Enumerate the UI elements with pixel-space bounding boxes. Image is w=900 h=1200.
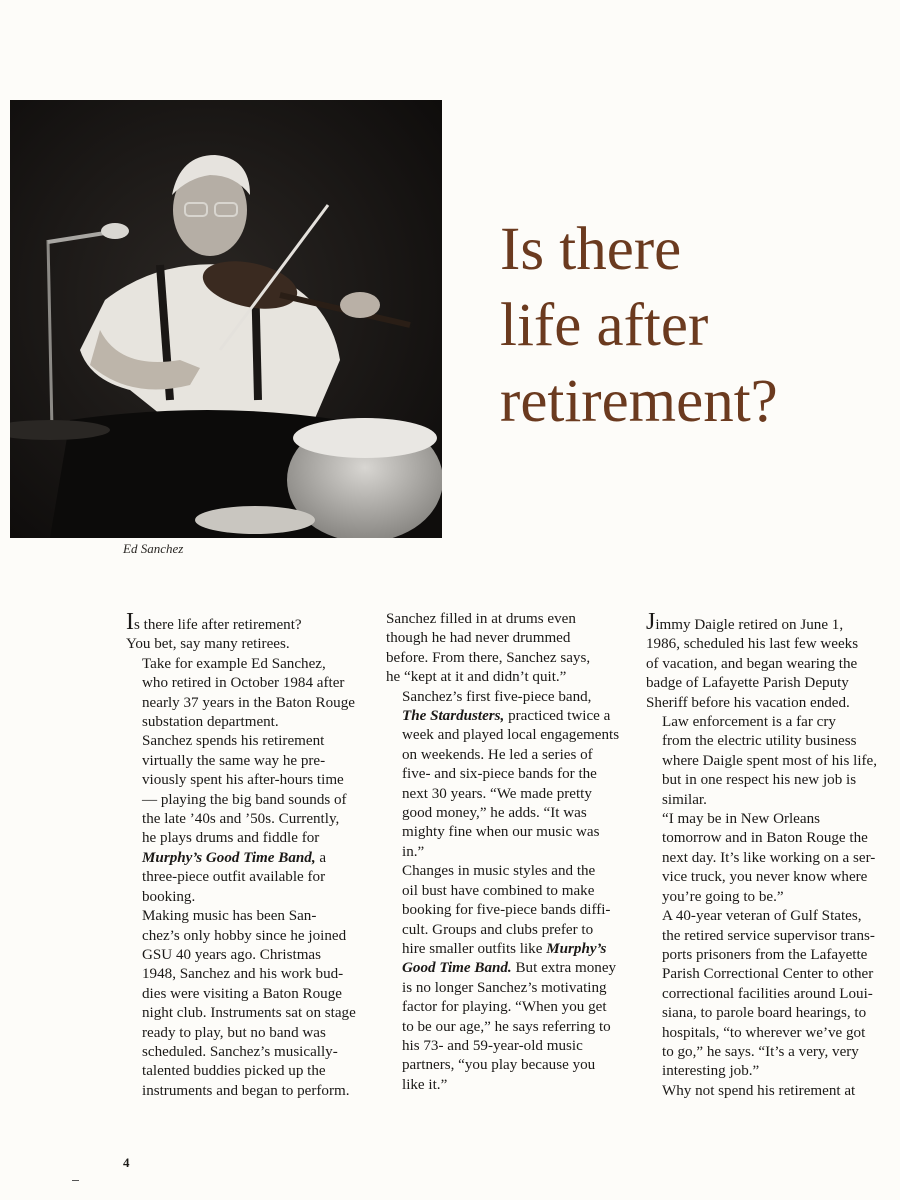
text-line: to go,” he says. “It’s a very, very bbox=[662, 1043, 859, 1060]
paragraph bbox=[646, 713, 880, 810]
text-line: Sanchez spends his retirement bbox=[142, 733, 325, 750]
paragraph bbox=[126, 907, 360, 1101]
text-line: scheduled. Sanchez’s musically- bbox=[142, 1043, 338, 1060]
text-line: he plays drums and fiddle for bbox=[142, 830, 320, 847]
text-line: Parish Correctional Center to other bbox=[662, 966, 874, 983]
text-line: GSU 40 years ago. Christmas bbox=[142, 946, 322, 963]
text-line: Sanchez’s first five-piece band, bbox=[402, 688, 592, 705]
text-line: Good Time Band. But extra money bbox=[402, 960, 617, 977]
text-line: cult. Groups and clubs prefer to bbox=[402, 921, 594, 938]
text-line: booking. bbox=[142, 888, 196, 905]
text-line: his 73- and 59-year-old music bbox=[402, 1037, 583, 1054]
text-line: vice truck, you never know where bbox=[662, 869, 868, 886]
text-line: “I may be in New Orleans bbox=[662, 811, 821, 828]
text-line: tomorrow and in Baton Rouge the bbox=[662, 830, 868, 847]
text-line: badge of Lafayette Parish Deputy bbox=[646, 675, 849, 692]
article-column-1 bbox=[126, 610, 360, 1101]
text-line: The Stardusters, practiced twice a bbox=[402, 708, 611, 725]
text-line: five- and six-piece bands for the bbox=[402, 766, 597, 783]
band-name: The Stardusters, bbox=[402, 708, 505, 725]
paragraph bbox=[126, 732, 360, 907]
band-name: Good Time Band. bbox=[402, 960, 512, 977]
text-line: he “kept at it and didn’t quit.” bbox=[386, 669, 567, 686]
text-line: interesting job.” bbox=[662, 1063, 760, 1080]
paragraph bbox=[386, 610, 620, 688]
text-line: partners, “you play because you bbox=[402, 1057, 596, 1074]
text-line: virtually the same way he pre- bbox=[142, 752, 326, 769]
title-line: life after bbox=[500, 292, 709, 359]
text-line: Why not spend his retirement at bbox=[662, 1082, 856, 1099]
text-line: next 30 years. “We made pretty bbox=[402, 785, 592, 802]
text-line: hospitals, “to wherever we’ve got bbox=[662, 1024, 866, 1041]
text-line: A 40-year veteran of Gulf States, bbox=[662, 908, 862, 925]
text-line: hire smaller outfits like Murphy’s bbox=[402, 940, 607, 957]
text-line: 1948, Sanchez and his work bud- bbox=[142, 966, 344, 983]
print-speck bbox=[72, 1180, 79, 1181]
text-line: ready to play, but no band was bbox=[142, 1024, 326, 1041]
paragraph bbox=[386, 688, 620, 863]
text-line: Making music has been San- bbox=[142, 908, 317, 925]
page-number: 4 bbox=[123, 1155, 130, 1170]
paragraph bbox=[646, 1082, 880, 1101]
photo-caption: Ed Sanchez bbox=[123, 541, 184, 556]
paragraph bbox=[646, 810, 880, 907]
text-line: like it.” bbox=[402, 1076, 448, 1093]
text-line: Take for example Ed Sanchez, bbox=[142, 655, 326, 672]
page-title bbox=[500, 212, 890, 440]
article-column-2 bbox=[386, 610, 620, 1095]
text-line: you’re going to be.” bbox=[662, 888, 784, 905]
paragraph bbox=[386, 862, 620, 1095]
band-name: Murphy’s bbox=[546, 940, 607, 957]
text-line: week and played local engagements bbox=[402, 727, 620, 744]
text-line: 1986, scheduled his last few weeks bbox=[646, 636, 859, 653]
text-line: You bet, say many retirees. bbox=[126, 636, 290, 653]
text-line: the retired service supervisor trans- bbox=[662, 927, 875, 944]
text-line: Is there life after retirement? bbox=[126, 609, 302, 635]
paragraph bbox=[646, 610, 880, 713]
article-column-3 bbox=[646, 610, 880, 1101]
paragraph bbox=[126, 610, 360, 655]
text-line: oil bust have combined to make bbox=[402, 882, 595, 899]
drop-cap: J bbox=[646, 609, 656, 635]
text-line: to be our age,” he says referring to bbox=[402, 1018, 611, 1035]
band-name: Murphy’s Good Time Band, bbox=[142, 849, 316, 866]
text-line: similar. bbox=[662, 791, 707, 808]
text-line: on weekends. He led a series of bbox=[402, 746, 593, 763]
text-line: good money,” he adds. “It was bbox=[402, 805, 587, 822]
photo-ed-sanchez bbox=[10, 100, 442, 538]
text-line: of vacation, and began wearing the bbox=[646, 655, 858, 672]
text-line: Sheriff before his vacation ended. bbox=[646, 694, 850, 711]
text-line: but in one respect his new job is bbox=[662, 772, 857, 789]
title-line: retirement? bbox=[500, 368, 778, 435]
text-line: talented buddies picked up the bbox=[142, 1063, 326, 1080]
text-line: Jimmy Daigle retired on June 1, bbox=[646, 609, 844, 635]
text-line: next day. It’s like working on a ser- bbox=[662, 849, 876, 866]
text-line: who retired in October 1984 after bbox=[142, 675, 345, 692]
title-line: Is there bbox=[500, 216, 682, 283]
text-line: booking for five-piece bands diffi- bbox=[402, 902, 611, 919]
text-line: from the electric utility business bbox=[662, 733, 857, 750]
text-line: mighty fine when our music was bbox=[402, 824, 600, 841]
paragraph bbox=[126, 655, 360, 733]
drop-cap: I bbox=[126, 609, 134, 635]
text-line: Sanchez filled in at drums even bbox=[386, 611, 576, 627]
text-line: siana, to parole board hearings, to bbox=[662, 1005, 867, 1022]
text-line: though he had never drummed bbox=[386, 630, 571, 647]
text-line: factor for playing. “When you get bbox=[402, 999, 607, 1016]
text-line: instruments and began to perform. bbox=[142, 1082, 350, 1099]
text-line: is no longer Sanchez’s motivating bbox=[402, 979, 607, 996]
text-line: in.” bbox=[402, 843, 425, 860]
text-line: viously spent his after-hours time bbox=[142, 772, 344, 789]
text-line: — playing the big band sounds of bbox=[142, 791, 347, 808]
text-line: ports prisoners from the Lafayette bbox=[662, 946, 868, 963]
photo-illustration bbox=[10, 100, 442, 538]
text-line: Changes in music styles and the bbox=[402, 863, 596, 880]
text-line: Murphy’s Good Time Band, a bbox=[142, 849, 327, 866]
text-line: chez’s only hobby since he joined bbox=[142, 927, 347, 944]
text-line: nearly 37 years in the Baton Rouge bbox=[142, 694, 355, 711]
text-line: the late ’40s and ’50s. Currently, bbox=[142, 811, 340, 828]
text-line: before. From there, Sanchez says, bbox=[386, 649, 591, 666]
text-line: dies were visiting a Baton Rouge bbox=[142, 985, 342, 1002]
text-line: night club. Instruments sat on stage bbox=[142, 1005, 356, 1022]
paragraph bbox=[646, 907, 880, 1082]
text-line: correctional facilities around Loui- bbox=[662, 985, 873, 1002]
text-line: three-piece outfit available for bbox=[142, 869, 326, 886]
text-line: substation department. bbox=[142, 714, 279, 731]
text-line: where Daigle spent most of his life, bbox=[662, 752, 878, 769]
text-line: Law enforcement is a far cry bbox=[662, 714, 836, 731]
